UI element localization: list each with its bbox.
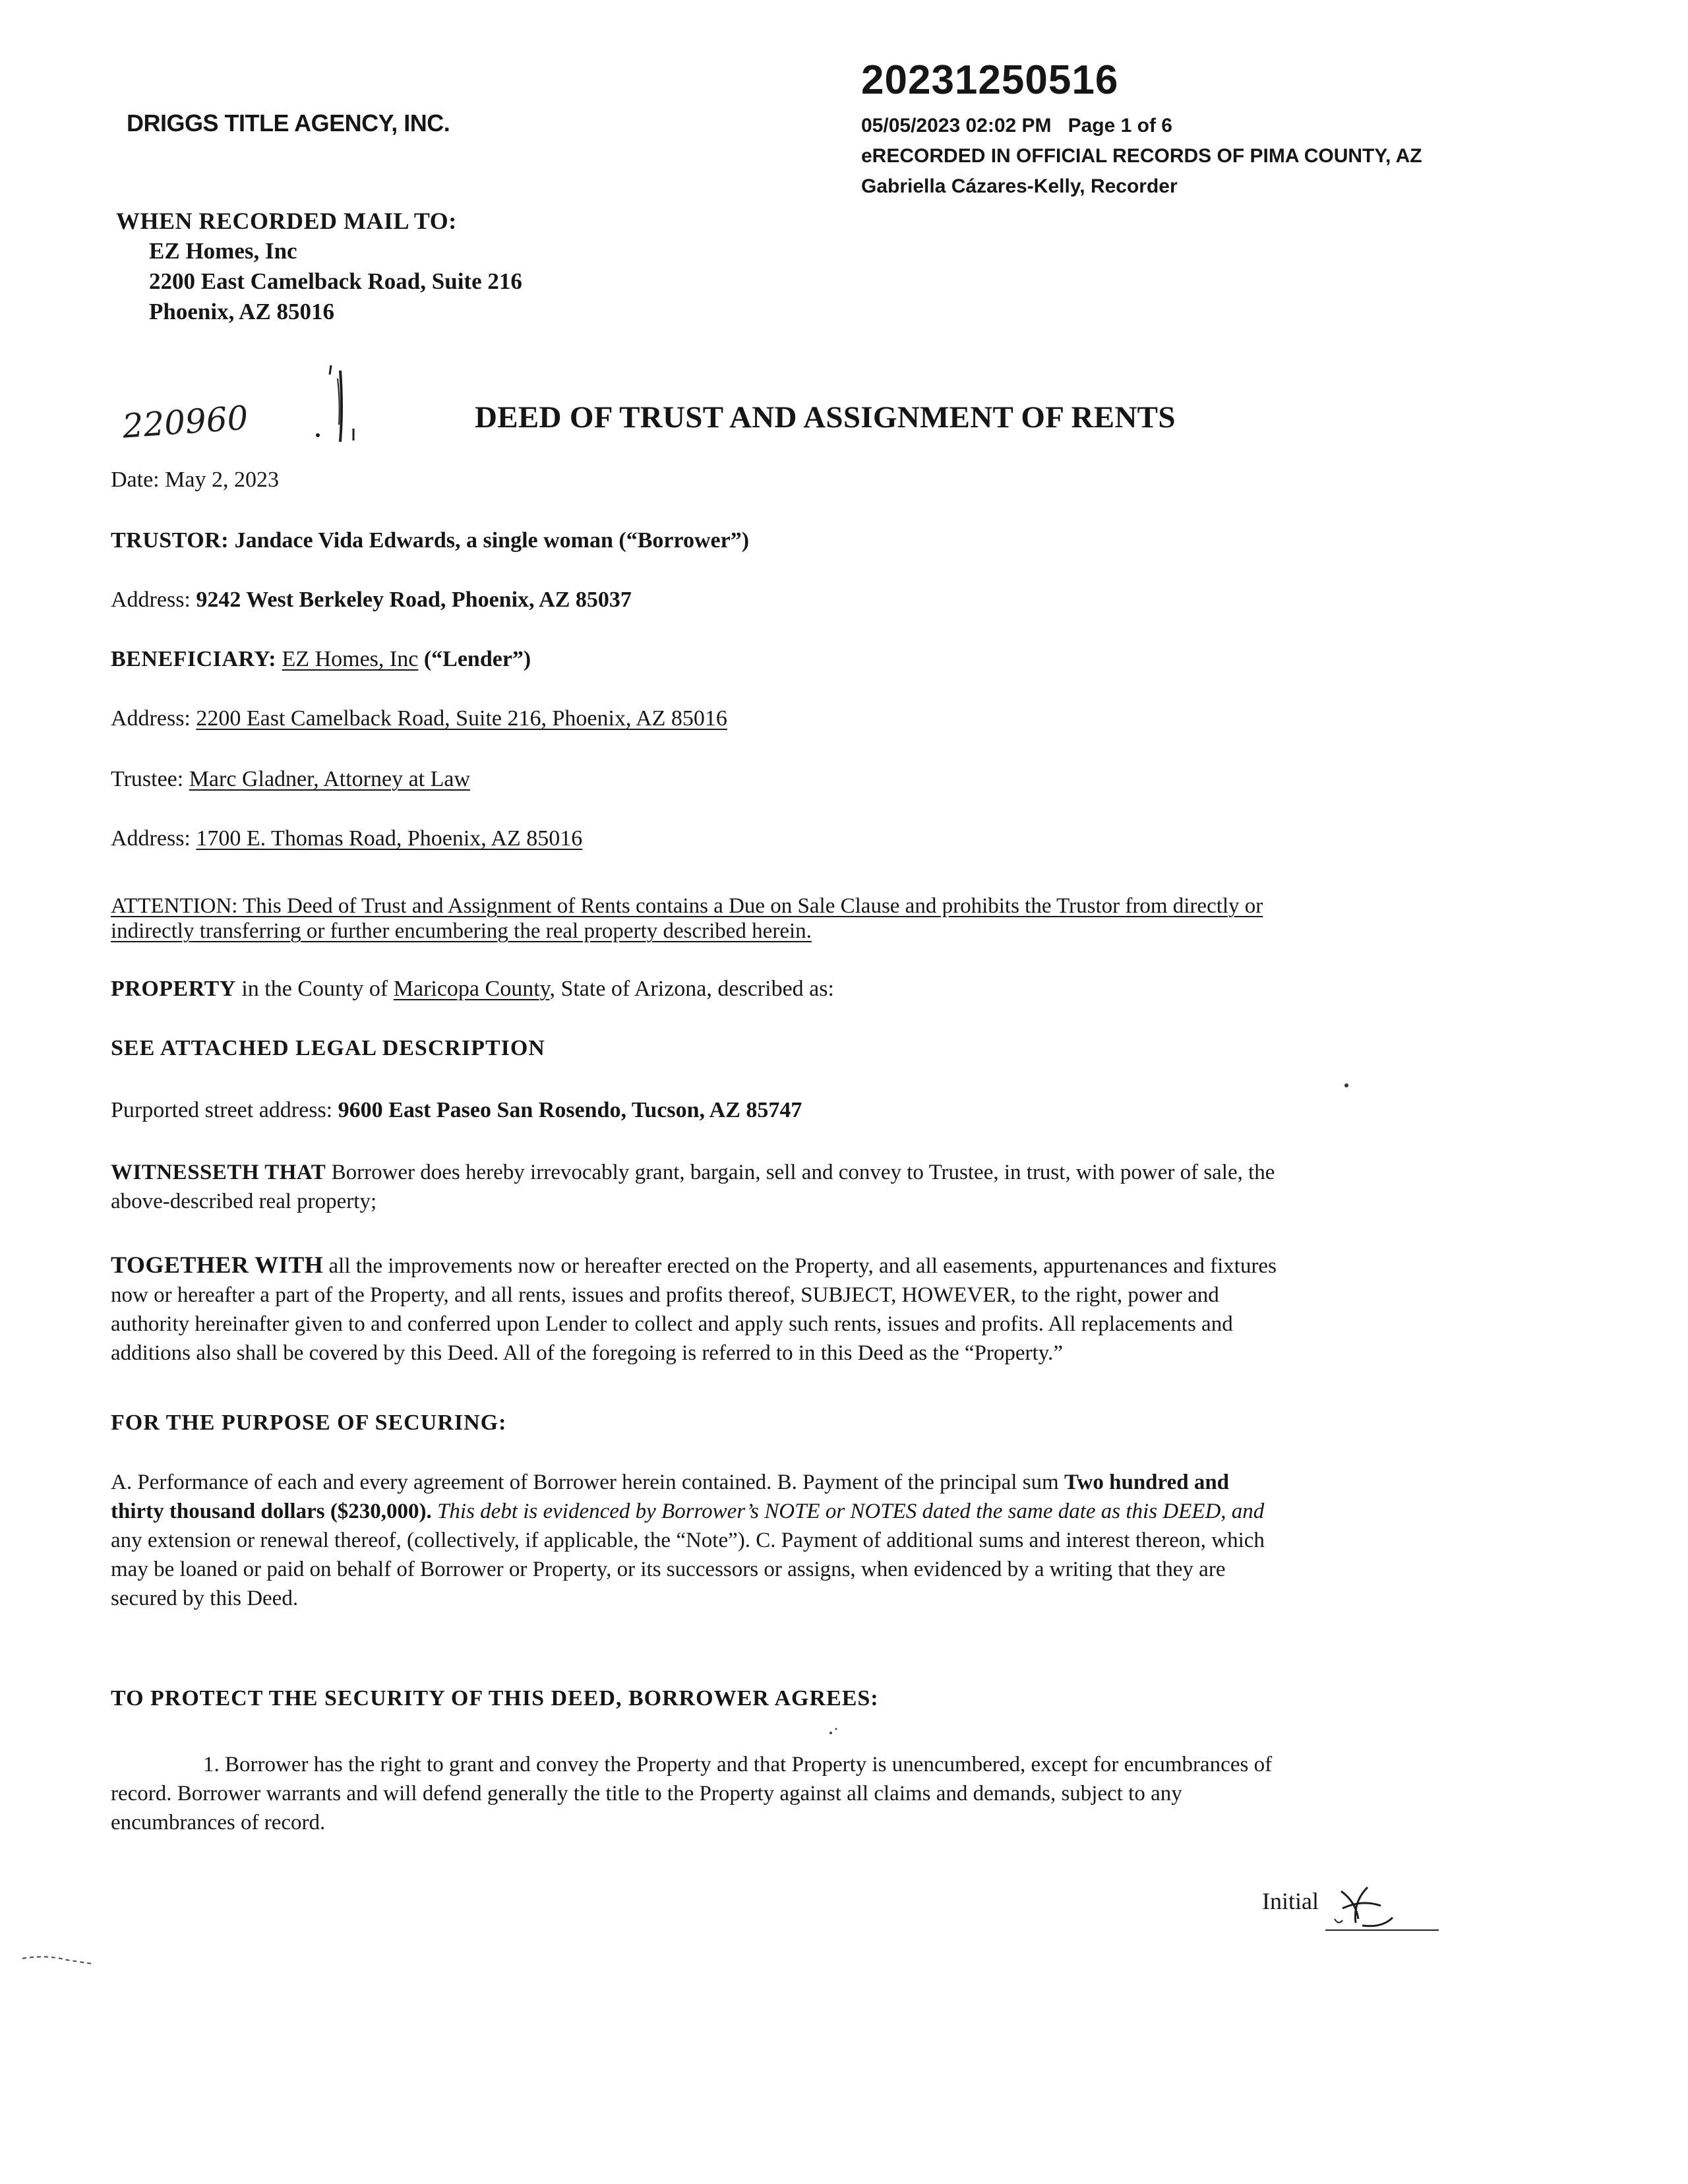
scan-artifact <box>20 1952 99 1972</box>
together-with-label: TOGETHER WITH <box>111 1252 324 1278</box>
witnesseth-text: Borrower does hereby irrevocably grant, bargain, sell and convey to Trustee, in trust, with power of sale, the <box>331 1161 1275 1184</box>
attention-line: indirectly transferring or further encumbering the real property described herein. <box>111 919 812 943</box>
together-with-text: authority hereinafter given to and conferred upon Lender to collect and apply such rents, issues and profits. All replacements and <box>111 1312 1233 1336</box>
handwritten-reference-number: 220960 <box>121 398 250 446</box>
legal-description-note: SEE ATTACHED LEGAL DESCRIPTION <box>111 1036 545 1060</box>
handwritten-reference-mark <box>119 361 396 454</box>
trustor-address-line <box>111 586 1561 615</box>
witnesseth-text: above-described real property; <box>111 1190 377 1213</box>
mail-to-line: EZ Homes, Inc <box>149 238 297 264</box>
mail-to-block <box>116 206 522 327</box>
title-agency-name: DRIGGS TITLE AGENCY, INC. <box>127 109 450 136</box>
date-label: Date: <box>111 468 160 492</box>
document-title: DEED OF TRUST AND ASSIGNMENT OF RENTS <box>475 400 1176 435</box>
recording-number: 20231250516 <box>861 57 1119 103</box>
initial-label: Initial <box>1262 1888 1319 1914</box>
purpose-heading: FOR THE PURPOSE OF SECURING: <box>111 1410 507 1435</box>
trustor-address-value: 9242 West Berkeley Road, Phoenix, AZ 85037 <box>196 588 632 612</box>
beneficiary-value: EZ Homes, Inc <box>282 647 419 671</box>
beneficiary-label: BENEFICIARY: <box>111 647 277 671</box>
recorder-name: Gabriella Cázares-Kelly, Recorder <box>861 175 1178 197</box>
property-post: , State of Arizona, described as: <box>549 977 834 1001</box>
trustor-address-label: Address: <box>111 588 191 612</box>
together-with-text: additions also shall be covered by this Deed. All of the foregoing is referred to in this Deed as the “Property.” <box>111 1341 1063 1365</box>
protect-heading: TO PROTECT THE SECURITY OF THIS DEED, BORROWER AGREES: <box>111 1686 879 1711</box>
trustee-address-value: 1700 E. Thomas Road, Phoenix, AZ 85016 <box>196 826 583 851</box>
purpose-paragraph <box>111 1468 1561 1613</box>
property-county: Maricopa County <box>393 977 550 1001</box>
attention-notice <box>111 892 1561 946</box>
witnesseth-paragraph <box>111 1158 1561 1216</box>
beneficiary-address-label: Address: <box>111 706 191 731</box>
mail-to-heading: WHEN RECORDED MAIL TO: <box>116 208 457 234</box>
trustee-label: Trustee: <box>111 767 184 791</box>
mail-to-line: 2200 East Camelback Road, Suite 216 <box>149 268 522 294</box>
clause-1-text: encumbrances of record. <box>111 1811 326 1835</box>
purpose-text: secured by this Deed. <box>111 1587 299 1610</box>
principal-sum-amount: thirty thousand dollars ($230,000). <box>111 1500 432 1523</box>
initial-line <box>1325 1929 1439 1931</box>
beneficiary-line <box>111 645 1561 674</box>
trustor-label: TRUSTOR: <box>111 528 229 553</box>
recording-datetime-line <box>861 115 1172 137</box>
clause-1-text: 1. Borrower has the right to grant and convey the Property and that Property is unencumbered, except for encumbrances of <box>203 1753 1273 1776</box>
recorded-in: eRECORDED IN OFFICIAL RECORDS OF PIMA COUNTY, AZ <box>861 145 1422 167</box>
property-line <box>111 975 1561 1004</box>
scan-speck <box>1342 1081 1350 1089</box>
initial-signature <box>1329 1882 1402 1932</box>
together-with-text: all the improvements now or hereafter erected on the Property, and all easements, appurtenances and fixtures <box>328 1254 1277 1278</box>
purpose-text: A. Performance of each and every agreement of Borrower herein contained. B. Payment of the principal sum <box>111 1471 1059 1494</box>
mail-to-line: Phoenix, AZ 85016 <box>149 299 335 324</box>
clause-1-text: record. Borrower warrants and will defend generally the title to the Property against all claims and demands, subject to any <box>111 1782 1182 1805</box>
trustee-line <box>111 765 1561 794</box>
trustor-value: Jandace Vida Edwards, a single woman (“Borrower”) <box>234 528 750 553</box>
street-address-label: Purported street address: <box>111 1098 333 1122</box>
together-with-paragraph <box>111 1250 1561 1368</box>
witnesseth-label: WITNESSETH THAT <box>111 1161 326 1184</box>
beneficiary-address-value: 2200 East Camelback Road, Suite 216, Phoenix, AZ 85016 <box>196 706 727 731</box>
beneficiary-address-line <box>111 704 1561 733</box>
street-address-value: 9600 East Paseo San Rosendo, Tucson, AZ 85747 <box>338 1098 802 1122</box>
scan-speck <box>827 1726 840 1737</box>
purpose-text: This debt is evidenced by Borrower’s NOTE or NOTES dated the same date as this DEED, and <box>437 1500 1265 1523</box>
beneficiary-suffix: (“Lender”) <box>423 647 531 671</box>
clause-1-paragraph <box>111 1750 1561 1837</box>
property-label: PROPERTY <box>111 977 236 1001</box>
trustee-value: Marc Gladner, Attorney at Law <box>189 767 471 791</box>
recorded-datetime: 05/05/2023 02:02 PM <box>861 115 1052 136</box>
purpose-text: any extension or renewal thereof, (collectively, if applicable, the “Note”). C. Payment of additional sums and interest thereon, which <box>111 1529 1265 1552</box>
trustee-address-line <box>111 824 1561 853</box>
trustor-line <box>111 526 1561 555</box>
page-info: Page 1 of 6 <box>1068 115 1172 136</box>
street-address-line <box>111 1096 1561 1125</box>
together-with-text: now or hereafter a part of the Property, and all rents, issues and profits thereof, SUBJECT, HOWEVER, to the right, power and <box>111 1283 1219 1307</box>
trustee-address-label: Address: <box>111 826 191 851</box>
property-pre: in the County of <box>241 977 388 1001</box>
date-value: May 2, 2023 <box>165 468 279 492</box>
date-line <box>111 466 1561 495</box>
attention-line: ATTENTION: This Deed of Trust and Assignment of Rents contains a Due on Sale Clause and prohibits the Trustor from directly or <box>111 894 1263 918</box>
purpose-text: may be loaned or paid on behalf of Borrower or Property, or its successors or assigns, when evidenced by a writing that they are <box>111 1558 1226 1581</box>
principal-sum-words: Two hundred and <box>1064 1471 1230 1494</box>
